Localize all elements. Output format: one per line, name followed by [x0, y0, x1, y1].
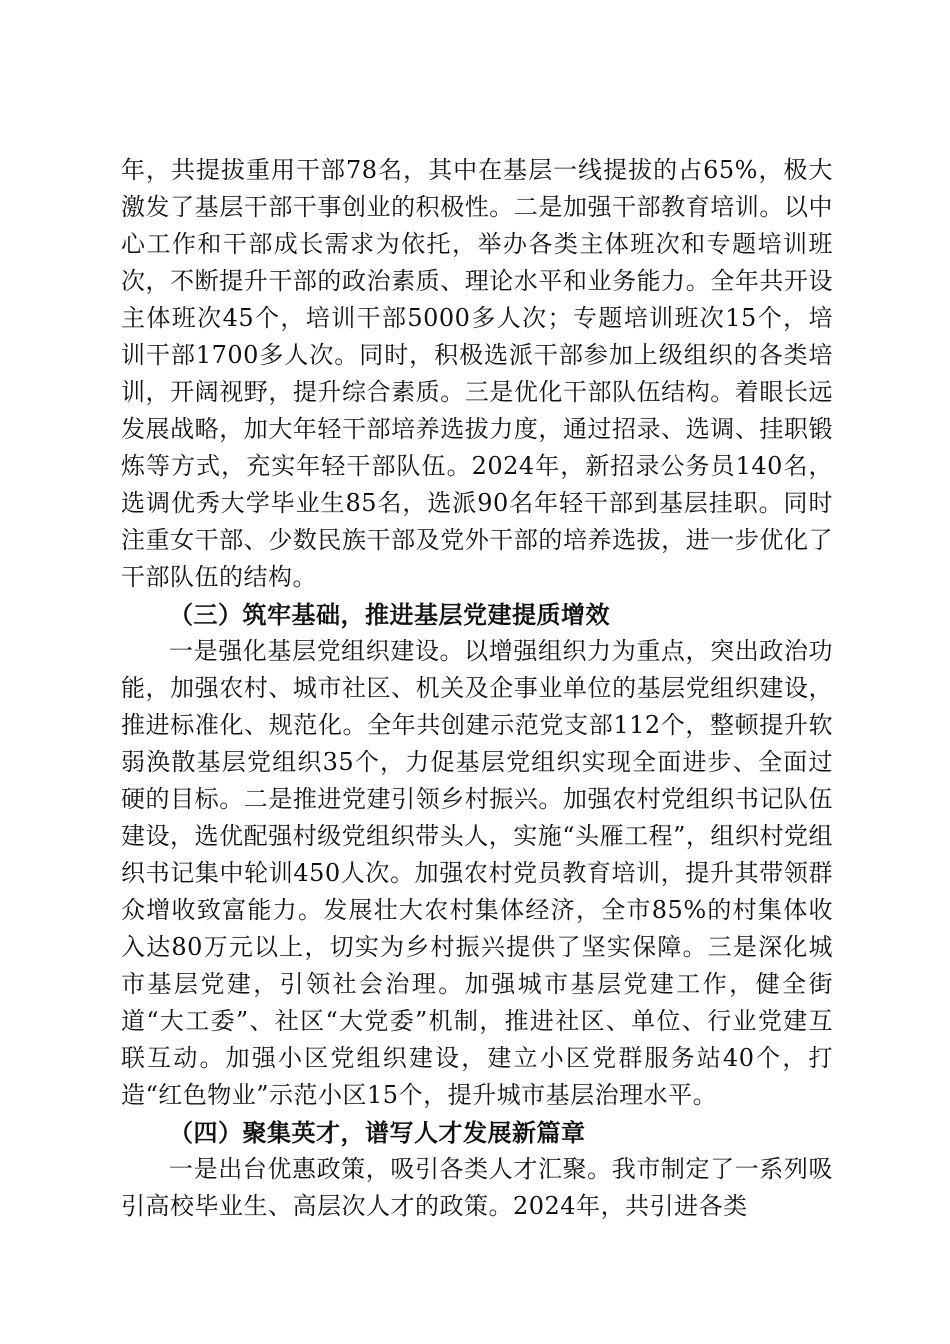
body-paragraph-cadre-work: 年，共提拔重用干部78名，其中在基层一线提拔的占65%，极大激发了基层干部干事创业的积极性。二是加强干部教育培训。以中心工作和干部成长需求为依托，举办各类主体班次和专题培训班次，不断提升干部的政治素质、理论水平和业务能力。全年共开设主体班次45个，培训干部5000多人次；专题培训班次15个，培训干部1700多人次。同时，积极选派干部参加上级组织的各类培训，开阔视野，提升综合素质。三是优化干部队伍结构。着眼长远发展战略，加大年轻干部培养选拔力度，通过招录、选调、挂职锻炼等方式，充实年轻干部队伍。2024年，新招录公务员140名，选调优秀大学毕业生85名，选派90名年轻干部到基层挂职。同时注重女干部、少数民族干部及党外干部的培养选拔，进一步优化了干部队伍的结构。: [121, 156, 833, 591]
section-heading-4: （四）聚集英才，谱写人才发展新篇章: [169, 1118, 586, 1147]
document-page: [121, 152, 833, 1225]
body-paragraph-grassroots-party: 一是强化基层党组织建设。以增强组织力为重点，突出政治功能，加强农村、城市社区、机关及企事业单位的基层党组织建设，推进标准化、规范化。全年共创建示范党支部112个，整顿提升软弱涣散基层党组织35个，力促基层党组织实现全面进步、全面过硬的目标。二是推进党建引领乡村振兴。加强农村党组织书记队伍建设，选优配强村级党组织带头人，实施“头雁工程”，组织村党组织书记集中轮训450人次。加强农村党员教育培训，提升其带领群众增收致富能力。发展壮大农村集体经济，全市85%的村集体收入达80万元以上，切实为乡村振兴提供了坚实保障。三是深化城市基层党建，引领社会治理。加强城市基层党建工作，健全街道“大工委”、社区“大党委”机制，推进社区、单位、行业党建互联互动。加强小区党组织建设，建立小区党群服务站40个，打造“红色物业”示范小区15个，提升城市基层治理水平。: [121, 637, 833, 1109]
section-heading-3: （三）筑牢基础，推进基层党建提质增效: [169, 600, 610, 629]
body-paragraph-talent: 一是出台优惠政策，吸引各类人才汇聚。我市制定了一系列吸引高校毕业生、高层次人才的政策。2024年，共引进各类: [121, 1155, 833, 1220]
